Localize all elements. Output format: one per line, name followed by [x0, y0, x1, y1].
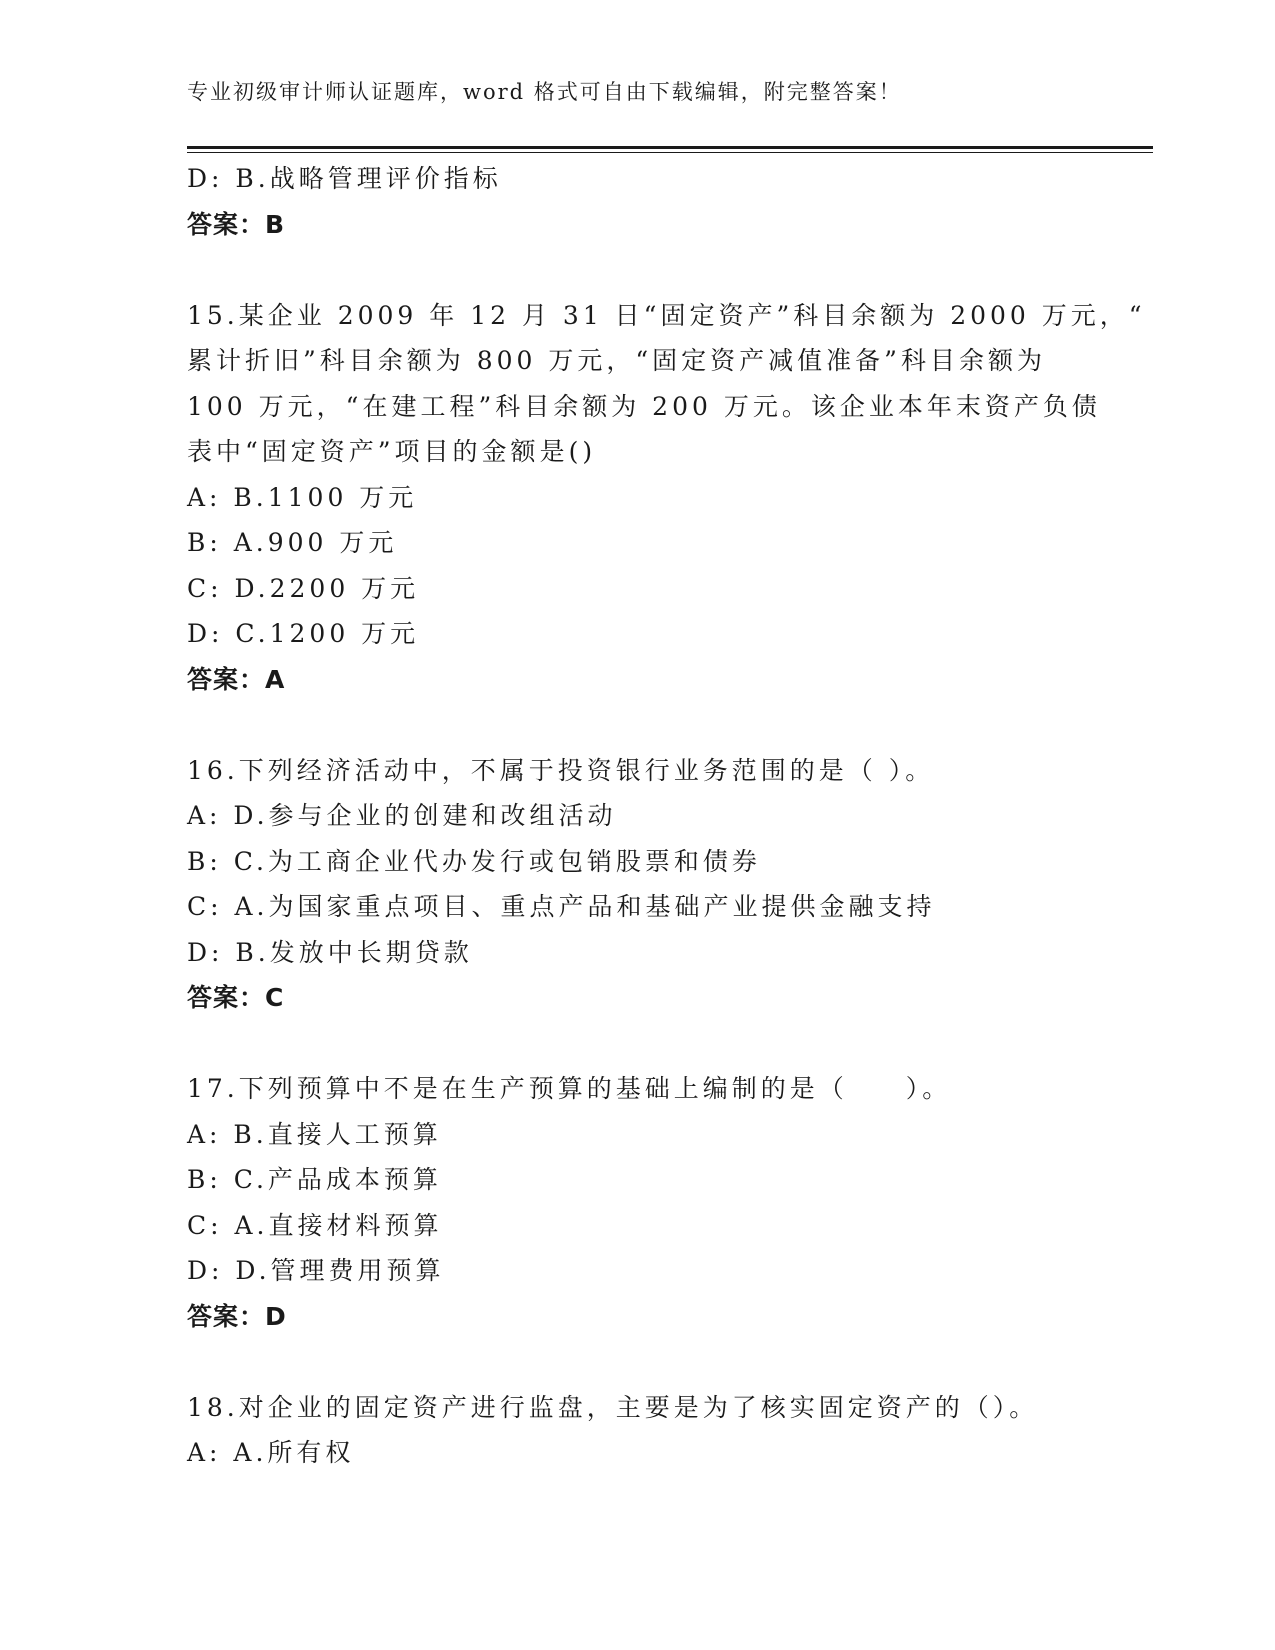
question-content	[187, 156, 1146, 1476]
question-17-answer: 答案：D	[187, 1301, 287, 1331]
spacer	[187, 1339, 1087, 1385]
question-15-text-line-4: 表中“固定资产”项目的金额是()	[187, 437, 597, 466]
question-16-option-b: B: C.为工商企业代办发行或包销股票和债券	[187, 846, 761, 876]
question-16-option-c: C: A.为国家重点项目、重点产品和基础产业提供金融支持	[187, 892, 936, 921]
header-divider	[187, 146, 1153, 153]
question-16-option-a: A: D.参与企业的创建和改组活动	[187, 801, 617, 830]
question-15	[187, 293, 1146, 703]
question-15-answer: 答案：A	[187, 664, 286, 694]
question-16	[187, 748, 1087, 1021]
prev-question-answer: 答案：B	[187, 209, 286, 239]
question-15-option-c: C: D.2200 万元	[187, 573, 420, 603]
question-18-text: 18.对企业的固定资产进行监盘，主要是为了核实固定资产的（）。	[187, 1392, 1039, 1422]
question-17-text: 17.下列预算中不是在生产预算的基础上编制的是（ ）。	[187, 1074, 952, 1103]
question-15-option-a: A: B.1100 万元	[187, 482, 418, 512]
question-15-text-line-2: 累计折旧”科目余额为 800 万元，“固定资产减值准备”科目余额为	[187, 346, 1046, 375]
spacer	[187, 1021, 1087, 1067]
question-16-answer: 答案：C	[187, 983, 285, 1012]
question-15-text-line-1: 15.某企业 2009 年 12 月 31 日“固定资产”科目余额为 2000 万元，“	[187, 300, 1146, 330]
question-16-option-d: D: B.发放中长期贷款	[187, 937, 473, 967]
question-18-option-a: A: A.所有权	[187, 1438, 355, 1467]
question-17-option-d: D: D.管理费用预算	[187, 1256, 445, 1285]
question-15-option-b: B: A.900 万元	[187, 528, 398, 557]
question-17	[187, 1066, 1087, 1339]
question-15-option-d: D: C.1200 万元	[187, 619, 420, 648]
question-15-text-line-3: 100 万元，“在建工程”科目余额为 200 万元。该企业本年末资产负债	[187, 391, 1101, 421]
spacer	[187, 247, 1087, 293]
prev-question-option-d: D: B.战略管理评价指标	[187, 164, 502, 193]
question-16-text: 16.下列经济活动中，不属于投资银行业务范围的是（ ）。	[187, 755, 935, 785]
question-18	[187, 1385, 1087, 1476]
spacer	[187, 702, 1087, 748]
question-17-option-c: C: A.直接材料预算	[187, 1210, 443, 1240]
question-17-option-b: B: C.产品成本预算	[187, 1165, 442, 1194]
question-17-option-a: A: B.直接人工预算	[187, 1119, 442, 1149]
page-header: 专业初级审计师认证题库，word 格式可自由下载编辑，附完整答案！	[187, 80, 902, 104]
